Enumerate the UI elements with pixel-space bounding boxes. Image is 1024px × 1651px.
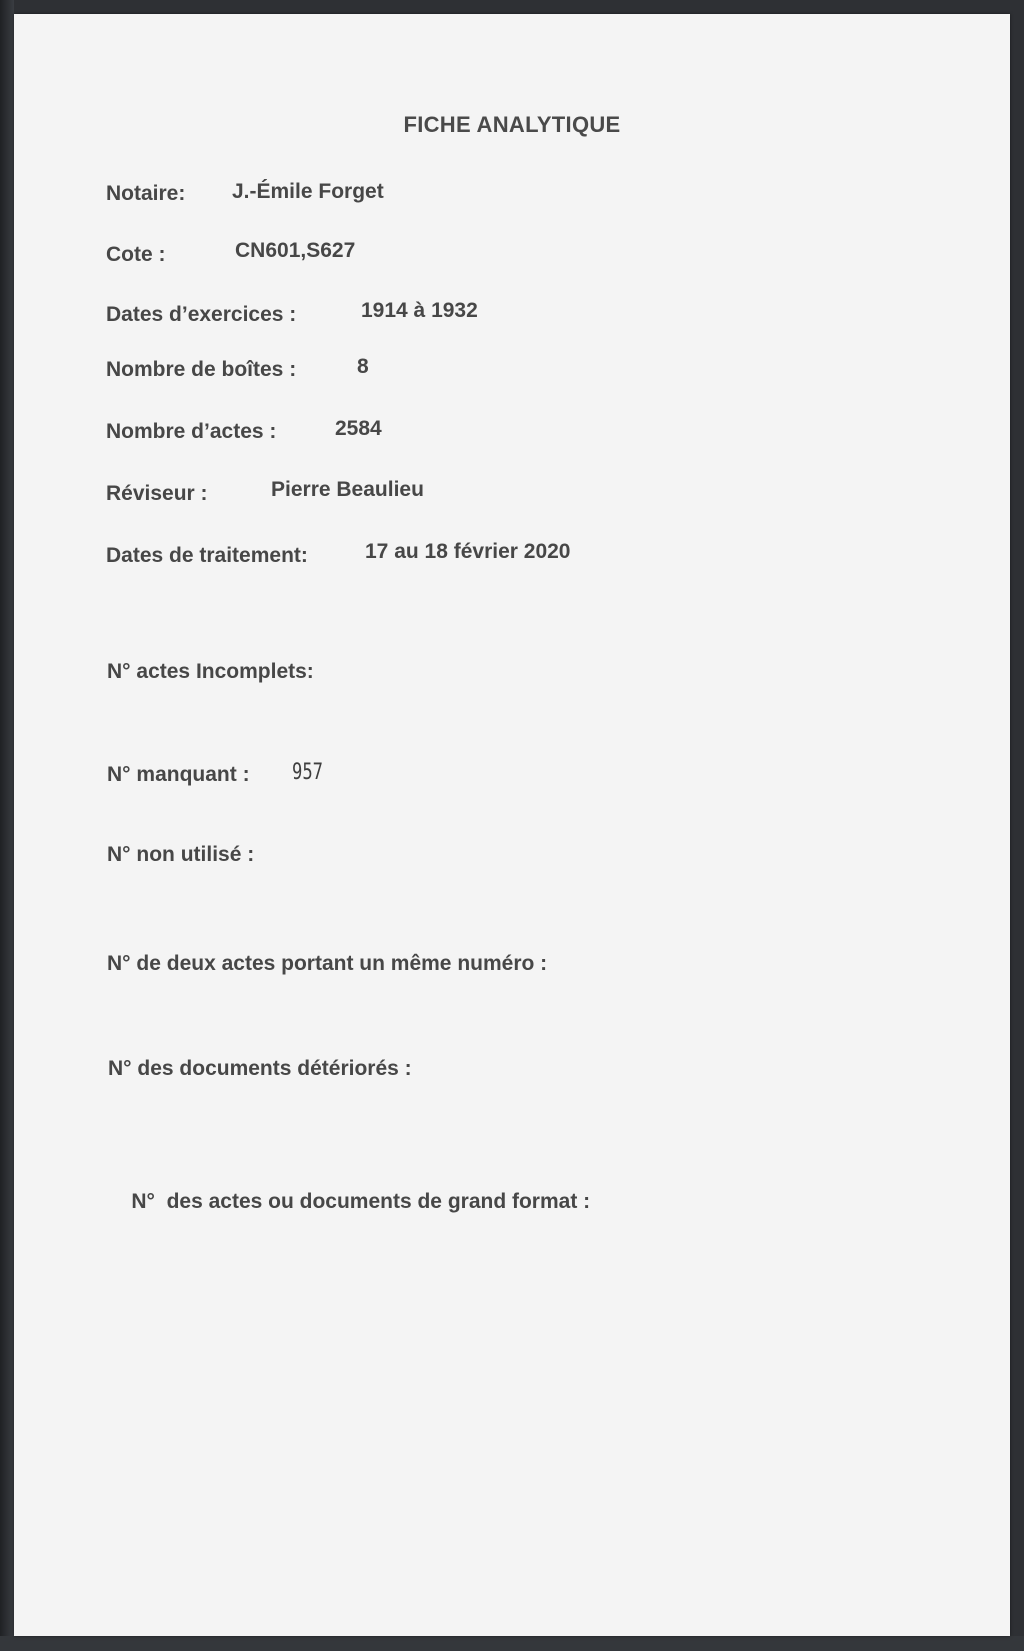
field-dates-traitement — [106, 540, 571, 568]
field-nombre-actes-label: Nombre d’actes : — [106, 420, 277, 443]
scan-background-edge — [0, 0, 14, 1651]
field-notaire-value: J.-Émile Forget — [232, 180, 384, 203]
field-dates-exercices-label: Dates d’exercices : — [106, 303, 297, 326]
field-non-utilise — [107, 843, 254, 867]
field-actes-incomplets — [107, 660, 314, 684]
field-reviseur — [106, 478, 424, 506]
field-manquant — [107, 760, 324, 787]
field-nombre-boites-value: 8 — [357, 355, 369, 378]
field-nombre-actes-value: 2584 — [335, 417, 382, 440]
field-cote-label: Cote : — [106, 243, 166, 266]
form-sheet — [14, 14, 1010, 1636]
field-cote-value: CN601,S627 — [235, 239, 356, 262]
field-actes-incomplets-label: N° actes Incomplets: — [107, 660, 314, 683]
field-documents-deteriores-label: N° des documents détériorés : — [108, 1057, 412, 1080]
field-documents-deteriores — [108, 1057, 412, 1081]
field-cote — [106, 239, 356, 267]
scan-background-bottom — [0, 1636, 1024, 1651]
field-deux-actes — [107, 952, 547, 976]
field-nombre-actes — [106, 417, 382, 444]
field-deux-actes-label: N° de deux actes portant un même numéro : — [107, 952, 548, 975]
field-manquant-label: N° manquant : — [107, 763, 250, 786]
field-grand-format-label: N° des actes ou documents de grand format : — [131, 1190, 591, 1213]
field-notaire-label: Notaire: — [106, 182, 186, 205]
field-manquant-value: 957 — [292, 760, 324, 785]
field-dates-traitement-label: Dates de traitement: — [106, 544, 308, 567]
field-non-utilise-label: N° non utilisé : — [107, 843, 255, 866]
field-dates-traitement-value: 17 au 18 février 2020 — [365, 540, 571, 563]
field-reviseur-value: Pierre Beaulieu — [271, 478, 424, 501]
field-nombre-boites — [106, 355, 369, 382]
field-dates-exercices — [106, 299, 478, 327]
field-nombre-boites-label: Nombre de boîtes : — [106, 358, 297, 381]
field-dates-exercices-value: 1914 à 1932 — [361, 299, 478, 322]
form-title: FICHE ANALYTIQUE — [403, 112, 621, 137]
field-grand-format — [108, 1166, 590, 1238]
field-notaire — [106, 180, 384, 206]
field-reviseur-label: Réviseur : — [106, 482, 208, 505]
